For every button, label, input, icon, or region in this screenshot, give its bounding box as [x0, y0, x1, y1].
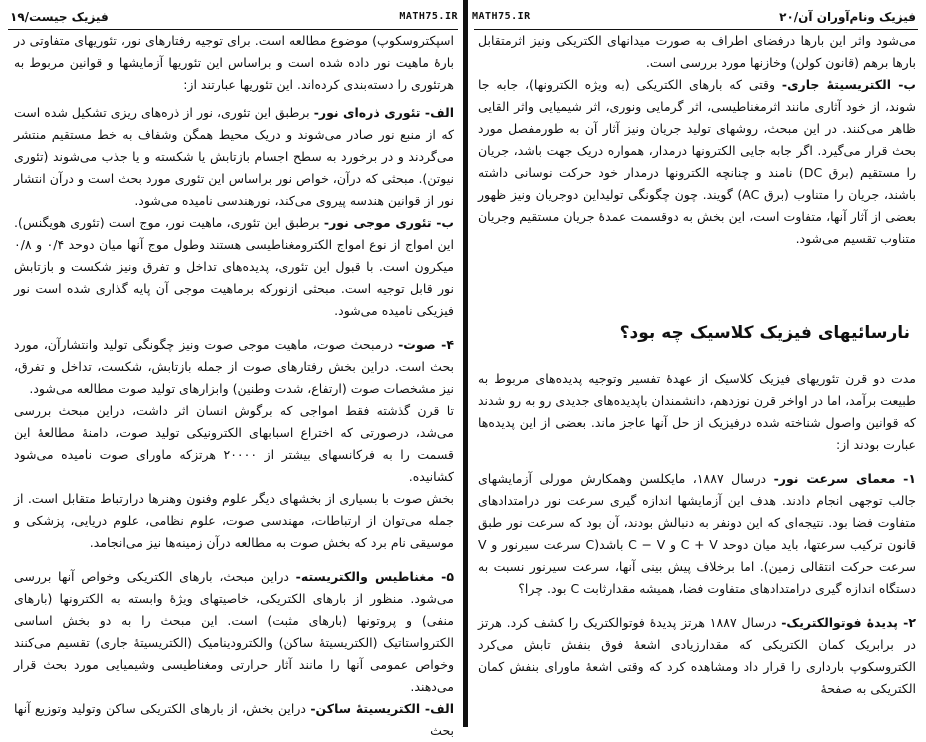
right-text-column [478, 30, 916, 700]
paragraph: الف- الکتریسیتهٔ ساکن- دراین بخش، از بارهای الکتریکی ساکن وتولید وتوزیع آنها بحث [14, 701, 454, 738]
paragraph-lead: ب- تئوری موجی نور- [323, 215, 454, 230]
paragraph: تا قرن گذشته فقط امواجی که برگوش انسان اثر داشت، دراین مبحث بررسی می‌شد، درصورتی که اختراع اسبابهای الکترونیکی تولید صوت، دامنهٔ مطالعهٔ این قسمت را به فرکانسهای بیشتر از ۲۰۰۰۰ هرتزکه ماورای صوت نامیده می‌شود کشانیده. [14, 403, 454, 484]
paragraph-lead: ۴- صوت- [398, 337, 454, 352]
paragraph: ۵- مغناطیس والکتریسته- دراین مبحث، بارهای الکتریکی وخواص آنها بررسی می‌شود. منظور از بارهای الکتریکی، خاصیتهای ویژهٔ وابسته به الکترونها (بارهای منفی) و پروتونها (بارهای مثبت) است. این مبحث را به دو بخش اساسی الکترواستاتیک (الکتریسیتهٔ ساکن) والکترودینامیک (الکتریسیتهٔ جاری) تقسیم می‌کنند وخواص عمومی آنها را مانند آثار حرارتی ومغناطیسی وشیمیایی مورد بحث قرار می‌دهند. [14, 569, 454, 694]
paragraph: ۲- پدیدهٔ فوتوالکتریک- درسال ۱۸۸۷ هرتز پدیدهٔ فوتوالکتریک را کشف کرد. هرتز در برابریک کمان الکتریکی که مقدارزیادی اشعهٔ فوق بنفش تابش می‌کرد الکتروسکوپ بارداری را قرار داد ومشاهده کرد که وقتی اشعهٔ ماورای بنفش کمان الکتریکی به صفحهٔ [478, 615, 916, 696]
right-page-header [466, 8, 926, 30]
paragraph: الف- تئوری ذره‌ای نور- برطبق این تئوری، نور از ذره‌های ریزی تشکیل شده است که از منبع نور صادر می‌شوند و دریک محیط همگن وشفاف به خط مستقیم منتشر می‌گردند و در برخورد به سطح اجسام بازتابش یا شکسته و یا جذب می‌شوند (تئوری نیوتن). مبحثی که درآن، خواص نور براساس این تئوری مورد بحث است و درآن انتشار نور از قوانین هندسه پیروی می‌کند، نورهندسی نامیده می‌شود. [14, 105, 454, 208]
paragraph: ب- تئوری موجی نور- برطبق این تئوری، ماهیت نور، موج است (تئوری هویگنس). این امواج از نوع امواج الکترومغناطیسی هستند وطول موج آنها میان دوحد ۰/۴ و ۰/۸ میکرون است. با قبول این تئوری، پدیده‌های تداخل و تفرق ونیز شکست و بازتابش نور قابل توجیه است. مبحثی ازنورکه برماهیت موجی آن پایه گذاری شده است نور فیزیکی نامیده می‌شود. [14, 215, 455, 318]
paragraph: مدت دو قرن تئوریهای فیزیک کلاسیک از عهدهٔ تفسیر وتوجیه پدیده‌های مربوط به طبیعت برآمد، اما در اواخر قرن نوزدهم، دانشمندان باپدیده‌های جدیدی رو به رو شدند که قوانین واصول شناخته شده درفیزیک از حل آنها عاجز ماند. بعضی از این پدیده‌ها عبارت بودند از: [478, 371, 916, 452]
paragraph-lead: ۲- پدیدهٔ فوتوالکتریک- [781, 615, 916, 630]
paragraph-lead: الف- تئوری ذره‌ای نور- [313, 105, 454, 120]
paragraph: ۱- معمای سرعت نور- درسال ۱۸۸۷، مایکلسن وهمکارش مورلی آزمایشهای جالب توجهی انجام دادند. هدف این آزمایشها اندازه گیری سرعت نور درامتدادهای متفاوت فضا بود. نتیجه‌ای که این دونفر به دنبالش بودند، آن بود که سرعت نور طبق قانون ترکیب سرعتها، باید میان دوحد C + V و C − V باشد(C سرعت سیرنور و V سرعت حرکت انتقالی زمین). اما برخلاف پیش بینی آنها، سرعت سیرنور نسبت به دستگاه اندازه گیری درامتدادهای متفاوت فضا، همیشه مقدارثابت C بود. چرا؟ [478, 471, 916, 596]
left-site-watermark: MATH75.IR [399, 11, 458, 22]
left-page-number: فیزیک جیست/۱۹ [10, 10, 109, 24]
paragraph-lead: ب- الکتریسیتهٔ جاری- [781, 77, 916, 92]
paragraph-lead: ۵- مغناطیس والکتریسته- [295, 569, 454, 584]
left-text-column [14, 30, 454, 742]
right-page [466, 0, 926, 727]
paragraph: بخش صوت با بسیاری از بخشهای دیگر علوم وفنون وهنرها درارتباط متقابل است. از جمله می‌توان از ارتباطات، مهندسی صوت، علوم نظامی، علوم دریایی، پزشکی و موسیقی نام برد که بخش صوت به مطالعه درآن زمینه‌ها نیز می‌انجامد. [14, 491, 454, 550]
paragraph-lead: ۱- معمای سرعت نور- [773, 471, 916, 486]
paragraph-lead: الف- الکتریسیتهٔ ساکن- [310, 701, 454, 716]
paragraph: می‌شود واثر این بارها درفضای اطراف به صورت میدانهای الکتریکی ونیز اثرمتقابل بارها برهم (قانون کولن) وخازنها مورد بررسی است. [478, 33, 916, 70]
right-page-number: ۲۰/فیزیک ونام‌آوران آن [779, 10, 916, 24]
paragraph: ۴- صوت- درمبحث صوت، ماهیت موجی صوت ونیز چگونگی تولید وانتشارآن، مورد بحث است. دراین بخش رفتارهای صوت از جمله بازتابش، شکست، تداخل و تفرق، نیز مشخصات صوت (ارتفاع، شدت وطنین) وابزارهای تولید صوت مطالعه می‌شود. [14, 337, 454, 396]
section-title: نارسائیهای فیزیک کلاسیک چه بود؟ [619, 323, 910, 343]
paragraph: ب- الکتریسیتهٔ جاری- وقتی که بارهای الکتریکی (به ویژه الکترونها)، جابه جا شوند، از خود آثاری مانند اثرمغناطیسی، اثر گرمایی ونوری، اثر شیمیایی واثر القایی ظاهر می‌کنند. در این مبحث، روشهای تولید جریان ونیز آثار آن به طورمفصل مورد بحث قرار می‌گیرد. اگر جابه جایی الکترونها درمدار، همواره دریک جهت باشد، جریان را مستقیم (برق DC) نامند و چنانچه الکترونها درمدار خود حرکت نوسانی داشته باشند، جریان را متناوب (برق AC) گویند. چون چگونگی تولیداین دوجریان ونیز ظهور بعضی از آثار آنها، متفاوت است، این بخش به دوقسمت عمدهٔ جریان مستقیم وجریان متناوب تقسیم می‌شود. [478, 77, 916, 246]
left-page-header [0, 8, 466, 30]
right-site-watermark: MATH75.IR [472, 11, 531, 22]
paragraph: اسپکتروسکوپ) موضوع مطالعه است. برای توجیه رفتارهای نور، تئوریهای متفاوتی در بارهٔ ماهیت نور داده شده است و براساس این تئوریها آزمایشها و قوانین مربوط به هرتئوری را دسته‌بندی کرده‌اند. این تئوریها عبارتند از: [14, 33, 454, 92]
